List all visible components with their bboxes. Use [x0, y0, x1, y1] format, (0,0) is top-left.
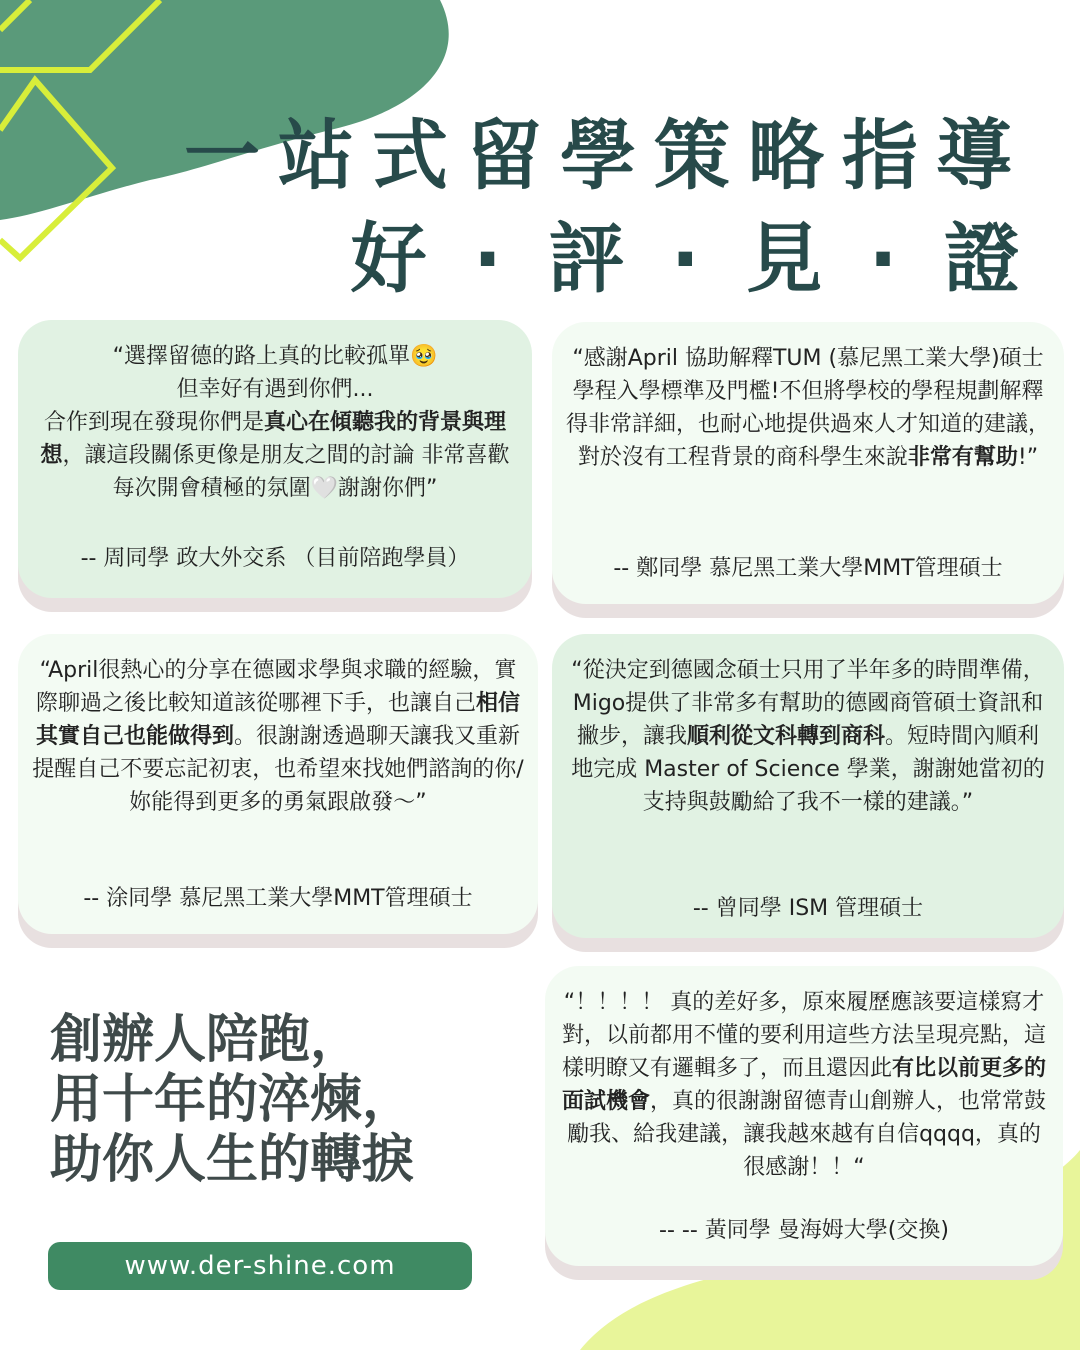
testimonial-author: -- 鄭同學 慕尼黑工業大學MMT管理碩士	[613, 556, 1003, 581]
testimonial-card	[545, 966, 1063, 1266]
testimonial-quote: “選擇留德的路上真的比較孤單🥹 但幸好有遇到你們... 合作到現在發現你們是真心在傾聽我的背景與理想，讓這段關係更像是朋友之間的討論 非常喜歡每次開會積極的氛圍🤍謝謝你們”	[40, 344, 510, 501]
testimonial-author: -- 涂同學 慕尼黑工業大學MMT管理碩士	[83, 886, 473, 911]
testimonial-author: -- -- 黃同學 曼海姆大學(交換)	[659, 1218, 949, 1243]
testimonial-quote: “感謝April 協助解釋TUM (慕尼黑工業大學)碩士學程入學標準及門檻!不但將學校的學程規劃解釋得非常詳細，也耐心地提供過來人才知道的建議，對於沒有工程背景的商科學生來說非常有幫助!”	[566, 346, 1051, 470]
testimonial-quote: “！！！！ 真的差好多，原來履歷應該要這樣寫才對，以前都用不懂的要利用這些方法呈現亮點，這樣明瞭又有邏輯多了，而且還因此有比以前更多的面試機會，真的很謝謝留德青山創辦人，也常常鼓勵我、給我建議，讓我越來越有自信qqqq，真的很感謝！！“	[561, 990, 1047, 1180]
testimonial-author: -- 曾同學 ISM 管理碩士	[692, 896, 924, 921]
founder-slogan: 創辦人陪跑， 用十年的淬煉， 助你人生的轉捩	[50, 1010, 415, 1190]
testimonial-card	[552, 322, 1064, 604]
page-title: 一站式留學策略指導	[184, 111, 1030, 200]
testimonial-quote: “從決定到德國念碩士只用了半年多的時間準備，Migo提供了非常多有幫助的德國商管碩士資訊和撇步，讓我順利從文科轉到商科。短時間內順利地完成 Master of Science 學業，謝謝她當初的支持與鼓勵給了我不一樣的建議。”	[571, 658, 1045, 815]
testimonial-card	[18, 634, 538, 934]
testimonial-card	[18, 320, 532, 598]
page-subtitle: 好 · 評 · 見 · 證	[350, 214, 1030, 303]
testimonial-author: -- 周同學 政大外交系 （目前陪跑學員）	[80, 546, 470, 571]
website-link-button[interactable]: www.der-shine.com	[48, 1242, 472, 1290]
testimonial-card	[552, 634, 1064, 938]
testimonial-quote: “April很熱心的分享在德國求學與求職的經驗，實際聊過之後比較知道該從哪裡下手，也讓自己相信其實自己也能做得到。很謝謝透過聊天讓我又重新提醒自己不要忘記初衷，也希望來找她們諮詢的你/妳能得到更多的勇氣跟啟發～”	[32, 658, 524, 815]
